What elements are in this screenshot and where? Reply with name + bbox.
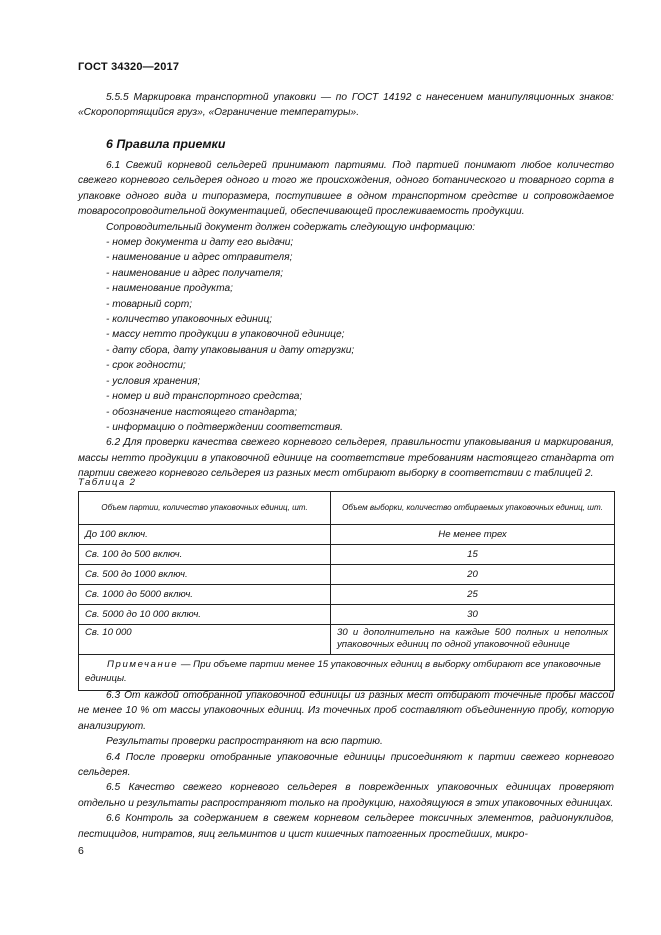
list-item: - наименование и адрес получателя; (106, 267, 284, 279)
table-caption (78, 477, 135, 488)
document-info-list (78, 235, 614, 435)
table-cell-lot: Св. 500 до 1000 включ. (79, 565, 331, 585)
paragraph-6-5: 6.5 Качество свежего корневого сельдерея в поврежденных упаковочных единицах проверяют отдельно и результаты распространяют только на продукцию, находящуюся в этих упаковочных единицах. (78, 782, 614, 809)
sample-size-table (78, 491, 615, 691)
list-item: - условия хранения; (106, 375, 201, 387)
table-cell-sample: 30 (331, 605, 615, 625)
list-item: - дату сбора, дату упаковывания и дату отгрузки; (106, 344, 355, 356)
list-item: - товарный сорт; (106, 298, 193, 310)
paragraph-6-4: 6.4 После проверки отобранные упаковочные единицы присоединяют к партии свежего корневого сельдерея. (78, 751, 614, 779)
paragraph-5-5-5 (78, 90, 614, 121)
table-row (79, 525, 615, 545)
table-cell-sample: 20 (331, 565, 615, 585)
table-cell-lot: Св. 10 000 (79, 625, 331, 655)
section-6-title: 6 Правила приемки (106, 137, 226, 151)
list-item: - номер документа и дату его выдачи; (106, 237, 294, 249)
table-row (79, 625, 615, 655)
page-number: 6 (78, 845, 84, 857)
table-cell-sample: 30 и дополнительно на каждые 500 полных и неполных упаковочных единиц по одной упаковочной единице (331, 625, 615, 655)
page-header: ГОСТ 34320—2017 (78, 61, 180, 73)
table-cell-lot: До 100 включ. (79, 525, 331, 545)
table-note-row (79, 655, 615, 691)
table-cell-lot: Св. 5000 до 10 000 включ. (79, 605, 331, 625)
paragraph-6-3-results: Результаты проверки распространяют на всю партию. (106, 736, 383, 748)
list-item: - наименование и адрес отправителя; (106, 252, 293, 264)
table-caption-word: Таблица (78, 477, 126, 488)
table-note (79, 655, 615, 691)
paragraph-6-1: 6.1 Свежий корневой сельдерей принимают партиями. Под партией понимают любое количество свежего корневого сельдерея одного и того же происхождения, одного ботанического и товарного сорта в упаковке одного вида и типоразмера, поступившее в одном транспортном средстве и сопровождаемое товаросопроводительной документацией, обеспечивающей прослеживаемость продукции. (78, 160, 614, 218)
table-row (79, 565, 615, 585)
table-cell-sample: 15 (331, 545, 615, 565)
table-row (79, 585, 615, 605)
table-cell-sample: Не менее трех (331, 525, 615, 545)
paragraph-text: 5.5.5 Маркировка транспортной упаковки — по ГОСТ 14192 с нанесением манипуляционных знаков: «Скоропортящийся груз», «Ограничение температуры». (78, 92, 614, 119)
table-cell-lot: Св. 100 до 500 включ. (79, 545, 331, 565)
list-item: - количество упаковочных единиц; (106, 314, 273, 326)
table-cell-lot: Св. 1000 до 5000 включ. (79, 585, 331, 605)
list-item: - срок годности; (106, 360, 186, 372)
table-row (79, 545, 615, 565)
table-header-row (79, 492, 615, 525)
list-item: - наименование продукта; (106, 283, 233, 295)
table-cell-sample: 25 (331, 585, 615, 605)
paragraph-6-6: 6.6 Контроль за содержанием в свежем корневом сельдерее токсичных элементов, радионуклидов, пестицидов, нитратов, яиц гельминтов и цист кишечных патогенных простейших, микро- (78, 813, 614, 840)
list-item: - номер и вид транспортного средства; (106, 391, 303, 403)
list-item: - обозначение настоящего стандарта; (106, 406, 298, 418)
table-header-sample-size: Объем выборки, количество отбираемых упаковочных единиц, шт. (331, 492, 615, 525)
section-6-body (78, 158, 614, 482)
table-note-label: Примечание (107, 659, 179, 670)
table-note-text: — При объеме партии менее 15 упаковочных единиц в выборку отбирают все упаковочные единицы. (85, 659, 601, 684)
section-6-continued (78, 688, 614, 842)
paragraph-6-3: 6.3 От каждой отобранной упаковочной единицы из разных мест отбирают точечные пробы массой не менее 10 % от массы упаковочных единиц. Из точечных проб составляют объединенную пробу, которую анализируют. (78, 690, 614, 732)
paragraph-6-1-document: Сопроводительный документ должен содержать следующую информацию: (106, 221, 476, 233)
table-row (79, 605, 615, 625)
paragraph-6-2: 6.2 Для проверки качества свежего корневого сельдерея, правильности упаковывания и маркирования, массы нетто продукции в упаковочной единице на соответствие требованиям настоящего стандарта от партии свежего корневого сельдерея из разных мест отбирают выборку в соответствии с таблицей 2. (78, 437, 614, 480)
table-caption-number: 2 (129, 477, 135, 488)
list-item: - массу нетто продукции в упаковочной единице; (106, 329, 345, 341)
list-item: - информацию о подтверждении соответствия. (106, 421, 344, 433)
table-header-lot-size: Объем партии, количество упаковочных единиц, шт. (79, 492, 331, 525)
